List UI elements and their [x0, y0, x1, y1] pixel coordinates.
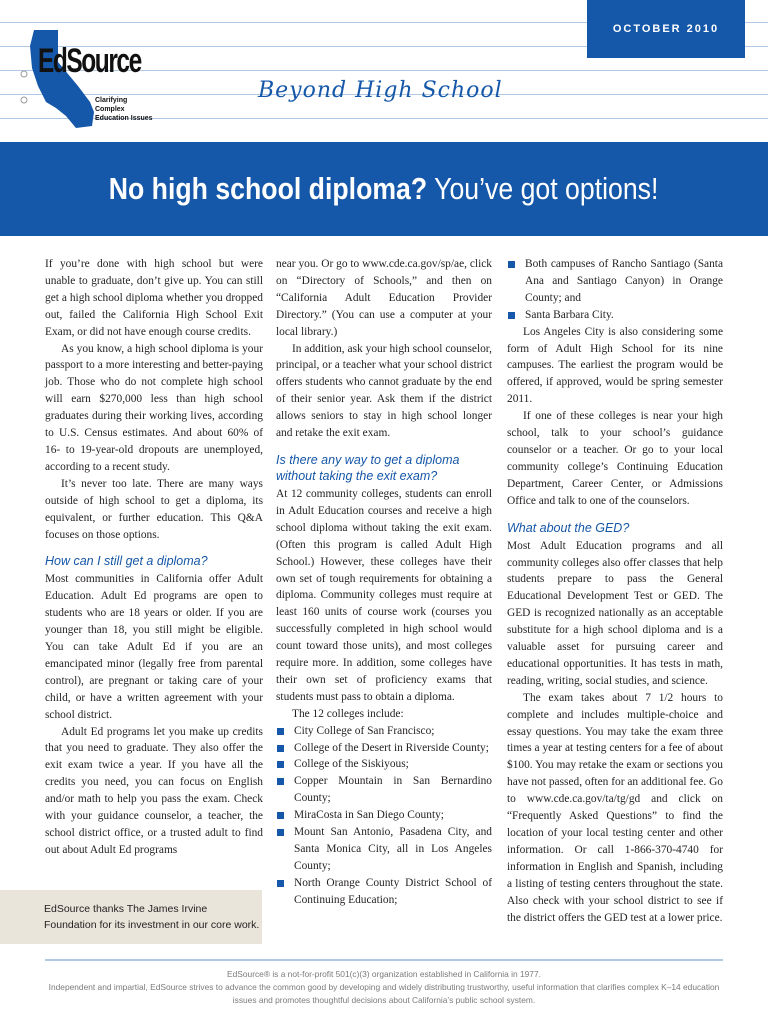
list-item: College of the Siskiyous; [276, 756, 492, 773]
section-heading: Is there any way to get a diploma without taking the exit exam? [276, 452, 460, 483]
paragraph: It’s never too late. There are many ways outside of high school to get a diploma, its equivalent, or further education. This Q&A focuses on those options. [45, 477, 263, 541]
footer [40, 968, 728, 1007]
column-2 [276, 256, 492, 909]
series-title: Beyond High School [258, 78, 503, 103]
page-title [109, 171, 659, 207]
footer-line-2: Independent and impartial, EdSource strives to advance the common good by developing and widely distributing trustworthy, useful information that clarifies complex K–14 education issues and promotes thoughtful decisions about California’s public school system. [48, 982, 720, 1005]
footer-divider [45, 959, 723, 961]
title-bold: No high school diploma? [109, 171, 428, 206]
paragraph: In addition, ask your high school counselor, principal, or a teacher what your school district offers students who cannot graduate by the end of their senior year. Ask them if the district allows seniors to stay in high school longer and retake the exit exam. [276, 342, 492, 440]
paragraph: Los Angeles City is also considering some form of Adult High School for its nine campuses. The earliest the program would be offered, if approved, would be spring semester 2011. [507, 325, 723, 406]
list-item: North Orange County District School of Continuing Education; [276, 875, 492, 909]
paragraph: As you know, a high school diploma is your passport to a more interesting and better-paying job. Those who do not complete high school will earn $270,000 less than high school graduates during their working lives, according to U.S. Census estimates. And about 60% of 16- to 19-year-old dropouts are unemployed, according to a recent study. [45, 342, 263, 473]
funder-acknowledgement: EdSource thanks The James Irvine Foundation for its investment in our core work. [0, 890, 262, 944]
list-item: College of the Desert in Riverside County; [276, 740, 492, 757]
title-banner [0, 142, 768, 236]
paragraph: At 12 community colleges, students can enroll in Adult Education courses and receive a high school diploma without taking the exit exam. (Often this program is called Adult High School.) However, these colleges have their own set of tough requirements for obtaining a diploma. Community colleges must require at least 160 units of course work (courses you successfully completed in high school would count toward those units), and most colleges require more. In addition, some colleges have their own set of proficiency exams that students must pass to obtain a diploma. [276, 487, 492, 703]
issue-date: OCTOBER 2010 [587, 0, 745, 58]
logo-tagline: Clarifying Complex Education Issues [95, 97, 153, 122]
list-item: Santa Barbara City. [507, 307, 723, 324]
paragraph: The 12 colleges include: [292, 707, 404, 720]
column-3 [507, 256, 723, 926]
title-light: You’ve got options! [434, 171, 659, 206]
paragraph: If you’re done with high school but were unable to graduate, don’t give up. You can still get a high school diploma whether you dropped out, failed the California High School Exit Exam, or did not have enough course credits. [45, 258, 263, 338]
college-list-continued [507, 256, 723, 324]
section-heading: What about the GED? [507, 520, 630, 535]
paragraph: Most Adult Education programs and all community colleges also offer classes that help students prepare to pass the General Educational Development Test or GED. The GED is recognized nationally as an acceptable substitute for a high school diploma and is a valuable asset for pursuing career and educational opportunities. It has tests in math, reading, writing, social studies, and science. [507, 539, 723, 687]
paragraph: near you. Or go to www.cde.ca.gov/sp/ae, click on “Directory of Schools,” and then on “California Adult Education Provider Directory.” (You can use a computer at your local library.) [276, 258, 492, 338]
list-item: Copper Mountain in San Bernardino County; [276, 773, 492, 807]
paragraph: The exam takes about 7 1/2 hours to complete and includes multiple-choice and essay questions. You may take the exam three times a year at testing centers for a fee of about $100. You may retake the exam or sections you have not passed, often for an additional fee. Go to www.cde.ca.gov/ta/tg/gd and click on “Frequently Asked Questions” to find the location of your local testing center and other information. Or call 1-866-370-4740 for information in English and Spanish, including a listing of testing centers throughout the state. Also check with your school district to see if the district offers the GED test at a lower price. [507, 691, 723, 924]
college-list [276, 723, 492, 909]
list-item: City College of San Francisco; [276, 723, 492, 740]
masthead [0, 0, 768, 140]
edsource-logo: EdSource [38, 42, 141, 80]
paragraph: If one of these colleges is near your high school, talk to your school’s guidance counselor or a teacher. Or go to your local community college’s Continuing Education Department, Career Center, or Admissions Office and talk to one of the counselors. [507, 410, 723, 507]
list-item: Mount San Antonio, Pasadena City, and Santa Monica City, all in Los Angeles County; [276, 824, 492, 875]
paragraph: Most communities in California offer Adult Education. Adult Ed programs are open to students who are 18 years or older. If you are younger than 18, you still might be eligible. You can take Adult Ed if you are an emancipated minor (legally free from parental control), are pregnant or taking care of your child, or have a written agreement with your school district. [45, 573, 263, 721]
list-item: Both campuses of Rancho Santiago (Santa Ana and Santiago Canyon) in Orange County; and [507, 256, 723, 307]
section-heading: How can I still get a diploma? [45, 554, 208, 569]
footer-line-1: EdSource® is a not-for-profit 501(c)(3) organization established in California in 1977. [227, 969, 541, 979]
column-1 [45, 256, 263, 859]
list-item: MiraCosta in San Diego County; [276, 807, 492, 824]
paragraph: Adult Ed programs let you make up credits that you need to graduate. They also offer the exit exam twice a year. If you have all the credits you need, you can focus on English and/or math to help you pass the exam. Check with your guidance counselor, a teacher, the school district office, or a trusted adult to find out about Adult Ed programs [45, 725, 263, 856]
